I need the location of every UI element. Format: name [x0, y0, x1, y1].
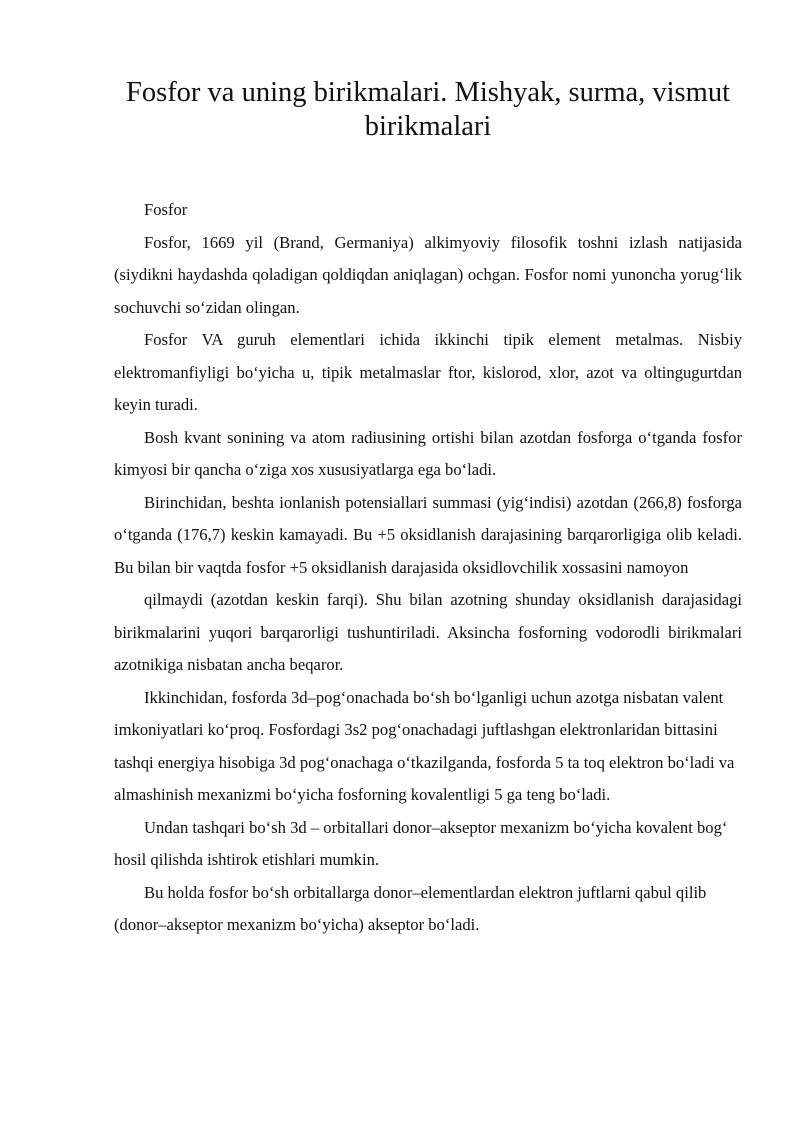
paragraph-quantum-number: Bosh kvant sonining va atom radiusining ortishi bilan azotdan fosforga o‘tganda fosfor kimyosi bir qancha o‘ziga xos xususiyatlarga ega bo‘ladi. — [114, 427, 742, 479]
section-heading-fosfor: Fosfor — [144, 200, 188, 219]
paragraph-first-reason-continued: qilmaydi (azotdan keskin farqi). Shu bilan azotning shunday oksidlanish darajasidagi birikmalarini yuqori barqarorligi tushuntiriladi. Aksincha fosforning vodorodli birikmalari azotnikiga nisbatan ancha beqaror. — [114, 590, 742, 674]
paragraph-first-reason: Birinchidan, beshta ionlanish potensiallari summasi (yig‘indisi) azotdan (266,8) fosforga o‘tganda (176,7) keskin kamayadi. Bu +5 oksidlanish darajasining barqarorligiga olib keladi. Bu bilan bir vaqtda fosfor +5 oksidlanish darajasida oksidlovchilik xossasini namoyon — [114, 492, 742, 577]
paragraph-electronegativity: Fosfor VA guruh elementlari ichida ikkinchi tipik element metalmas. Nisbiy elektromanfiyligi bo‘yicha u, tipik metalmaslar ftor, kislorod, xlor, azot va oltingugurtdan keyin turadi. — [114, 330, 742, 414]
paragraph-history: Fosfor, 1669 yil (Brand, Germaniya) alkimyoviy filosofik toshni izlash natijasida (siydikni haydashda qoladigan qoldiqdan aniqlagan) ochgan. Fosfor nomi yunoncha yorug‘lik sochuvchi so‘zidan olingan. — [114, 232, 742, 317]
document-body — [114, 194, 742, 942]
document-title: Fosfor va uning birikmalari. Mishyak, surma, vismut birikmalari — [126, 77, 730, 142]
paragraph-acceptor: Bu holda fosfor bo‘sh orbitallarga donor–elementlardan elektron juftlarni qabul qilib (donor–akseptor mexanizm bo‘yicha) akseptor bo‘ladi. — [114, 882, 707, 934]
paragraph-donor-acceptor: Undan tashqari bo‘sh 3d – orbitallari donor–akseptor mexanizm bo‘yicha kovalent bog‘ hosil qilishda ishtirok etishlari mumkin. — [114, 817, 728, 869]
paragraph-second-reason: Ikkinchidan, fosforda 3d–pog‘onachada bo‘sh bo‘lganligi uchun azotga nisbatan valent imkoniyatlari ko‘proq. Fosfordagi 3s2 pog‘onachadagi juftlashgan elektronlaridan bittasini tashqi energiya hisobiga 3d pog‘onachaga o‘tkazilganda, fosforda 5 ta toq elektron bo‘ladi va almashinish mexanizmi bo‘yicha fosforning kovalentligi 5 ga teng bo‘ladi. — [114, 687, 735, 804]
